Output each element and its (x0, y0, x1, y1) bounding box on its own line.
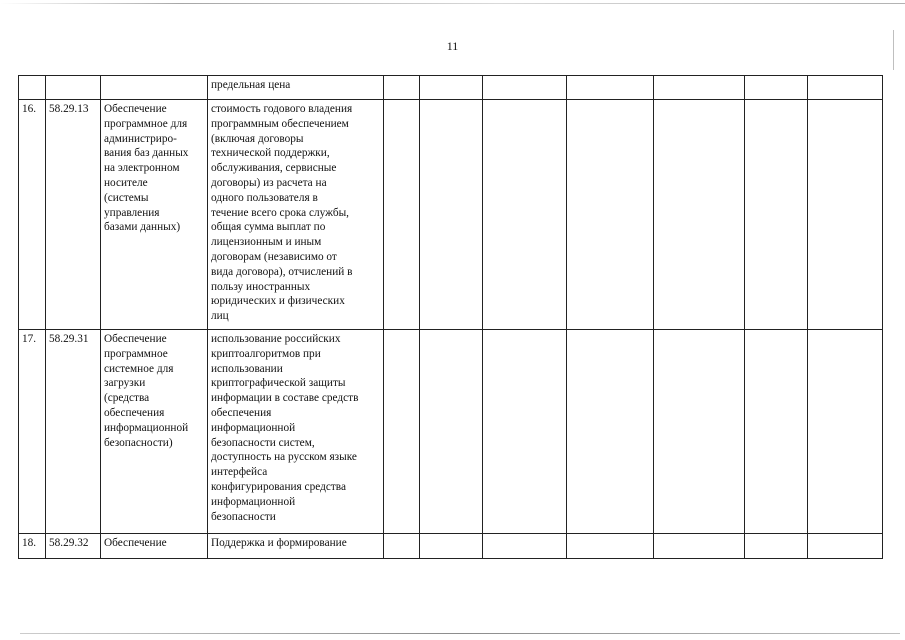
row-number: 16. (19, 100, 46, 330)
empty-cell (808, 100, 883, 330)
empty-cell (745, 330, 808, 534)
empty-cell (808, 330, 883, 534)
empty-cell (384, 76, 420, 100)
row-number (19, 76, 46, 100)
table-row (19, 330, 883, 534)
empty-cell (745, 534, 808, 559)
empty-cell (420, 534, 483, 559)
empty-cell (567, 100, 654, 330)
characteristic: предельная цена (208, 76, 384, 100)
scan-artifact-top (0, 3, 905, 4)
table-row (19, 100, 883, 330)
okpd-code: 58.29.13 (46, 100, 101, 330)
empty-cell (483, 534, 567, 559)
empty-cell (384, 100, 420, 330)
empty-cell (420, 76, 483, 100)
row-number: 18. (19, 534, 46, 559)
empty-cell (483, 330, 567, 534)
empty-cell (420, 100, 483, 330)
empty-cell (567, 534, 654, 559)
item-name (101, 76, 208, 100)
okpd-code (46, 76, 101, 100)
empty-cell (654, 76, 745, 100)
empty-cell (808, 76, 883, 100)
scan-artifact-bottom (20, 633, 900, 634)
empty-cell (654, 100, 745, 330)
characteristic: стоимость годового владения программным обеспечением (включая договоры технической поддержки, обслуживания, сервисные договоры) из расчета на одного пользователя в течение всего срока службы, общая сумма выплат по лицензионным и иным договорам (независимо от вида договора), отчислений в пользу иностранных юридических и физических лиц (208, 100, 384, 330)
okpd-code: 58.29.32 (46, 534, 101, 559)
item-name: Обеспечение (101, 534, 208, 559)
empty-cell (384, 330, 420, 534)
okpd-code: 58.29.31 (46, 330, 101, 534)
empty-cell (654, 330, 745, 534)
table-row (19, 76, 883, 100)
table-row (19, 534, 883, 559)
empty-cell (384, 534, 420, 559)
empty-cell (567, 330, 654, 534)
empty-cell (567, 76, 654, 100)
empty-cell (808, 534, 883, 559)
empty-cell (483, 100, 567, 330)
empty-cell (654, 534, 745, 559)
empty-cell (745, 100, 808, 330)
requirements-table (18, 75, 883, 559)
row-number: 17. (19, 330, 46, 534)
page-number: 11 (446, 39, 459, 53)
characteristic: Поддержка и формирование (208, 534, 384, 559)
empty-cell (745, 76, 808, 100)
item-name: Обеспечение программное для администриро- вания баз данных на электронном носителе (системы управления базами данных) (101, 100, 208, 330)
item-name: Обеспечение программное системное для загрузки (средства обеспечения информационной безопасности) (101, 330, 208, 534)
empty-cell (420, 330, 483, 534)
empty-cell (483, 76, 567, 100)
characteristic: использование российских криптоалгоритмов при использовании криптографической защиты информации в составе средств обеспечения информационной безопасности систем, доступность на русском языке интерфейса конфигурирования средства информационной безопасности (208, 330, 384, 534)
